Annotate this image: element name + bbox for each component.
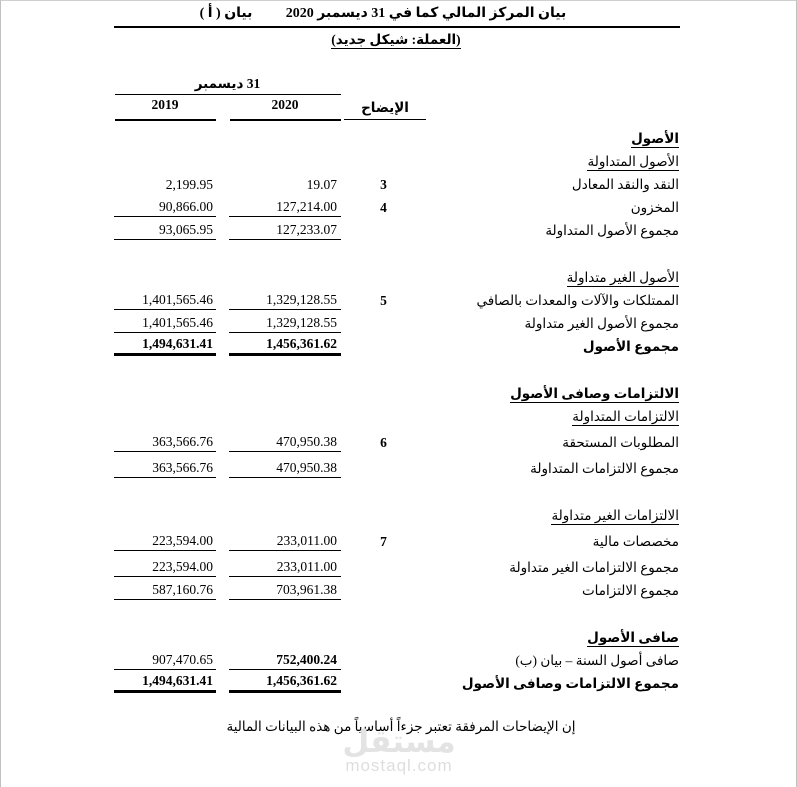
date-header-divider — [115, 94, 341, 95]
value-2019: 223,594.00 — [114, 531, 216, 551]
table-row — [1, 403, 797, 426]
table-row — [1, 264, 797, 287]
row-label: مجموع الأصول الغير متداولة — [524, 316, 679, 331]
row-label: الممتلكات والآلات والمعدات بالصافي — [476, 293, 679, 308]
row-label: مجموع الالتزامات — [581, 583, 679, 598]
row-label: مخصصات مالية — [592, 534, 679, 549]
table-row — [1, 148, 797, 171]
table-row — [1, 287, 797, 310]
value-2019: 1,494,631.41 — [114, 671, 216, 693]
value-2020: 703,961.38 — [229, 580, 341, 600]
row-label: مجموع الأصول المتداولة — [545, 223, 679, 238]
column-header-notes: الإيضاح — [344, 100, 426, 120]
column-header-2020: 2020 — [271, 97, 299, 112]
value-2019: 2,199.95 — [165, 177, 213, 192]
value-2020: 1,329,128.55 — [229, 290, 341, 310]
value-2020: 233,011.00 — [229, 531, 341, 551]
value-2020: 127,214.00 — [229, 197, 341, 217]
table-row — [1, 310, 797, 333]
table-row — [1, 502, 797, 525]
table-row — [1, 647, 797, 670]
table-row — [1, 380, 797, 403]
value-2019: 587,160.76 — [114, 580, 216, 600]
table-row — [1, 333, 797, 356]
table-row — [1, 670, 797, 693]
table-row — [1, 624, 797, 647]
value-2020: 470,950.38 — [229, 432, 341, 452]
row-label: المطلوبات المستحقة — [562, 435, 679, 450]
value-2020: 233,011.00 — [229, 557, 341, 577]
section-heading: صافى الأصول — [587, 630, 679, 645]
value-2020: 752,400.24 — [229, 650, 341, 670]
row-label: المخزون — [630, 200, 679, 215]
row-label: صافى أصول السنة – بيان (ب) — [515, 653, 679, 668]
table-row — [1, 429, 797, 452]
watermark-logo: مستقل — [342, 724, 456, 760]
subsection-heading: الأصول المتداولة — [587, 154, 679, 169]
notes-disclaimer: إن الإيضاحات المرفقة تعتبر جزءاً أساسياً من هذه البيانات المالية — [226, 719, 576, 734]
row-label: مجموع الالتزامات الغير متداولة — [509, 560, 679, 575]
table-row — [1, 455, 797, 478]
header-divider — [114, 26, 680, 28]
value-2019: 223,594.00 — [114, 557, 216, 577]
value-2020: 470,950.38 — [229, 458, 341, 478]
table-row — [1, 528, 797, 551]
value-2019: 363,566.76 — [114, 432, 216, 452]
value-2020: 1,456,361.62 — [229, 334, 341, 356]
currency-note: (العملة: شيكل جديد) — [331, 32, 461, 47]
page-title: بيان المركز المالي كما في 31 ديسمبر 2020 — [285, 6, 567, 21]
value-2019: 90,866.00 — [114, 197, 216, 217]
value-2019: 1,401,565.46 — [114, 313, 216, 333]
row-label: مجموع الالتزامات المتداولة — [530, 461, 679, 476]
row-label: مجموع الالتزامات وصافى الأصول — [461, 676, 679, 691]
column-header-2019: 2019 — [151, 97, 179, 112]
col-2020-divider — [230, 119, 341, 121]
table-row — [1, 194, 797, 217]
table-row — [1, 217, 797, 240]
statement-reference: بيان ( أ ) — [199, 6, 253, 21]
note-ref: 3 — [380, 177, 387, 192]
subsection-heading: الأصول الغير متداولة — [566, 270, 679, 285]
section-heading: الأصول — [631, 131, 679, 146]
value-2020: 1,329,128.55 — [229, 313, 341, 333]
note-ref: 7 — [380, 534, 387, 549]
value-2020: 19.07 — [306, 177, 337, 192]
table-row — [1, 577, 797, 600]
value-2019: 93,065.95 — [114, 220, 216, 240]
note-ref: 6 — [380, 435, 387, 450]
value-2019: 363,566.76 — [114, 458, 216, 478]
column-header-date: 31 ديسمبر — [194, 76, 261, 91]
note-ref: 5 — [380, 293, 387, 308]
value-2019: 1,401,565.46 — [114, 290, 216, 310]
statement-table — [1, 125, 797, 693]
row-label: مجموع الأصول — [582, 339, 679, 354]
row-label: النقد والنقد المعادل — [571, 177, 679, 192]
table-row — [1, 125, 797, 148]
value-2020: 127,233.07 — [229, 220, 341, 240]
table-row — [1, 171, 797, 194]
value-2020: 1,456,361.62 — [229, 671, 341, 693]
subsection-heading: الالتزامات الغير متداولة — [551, 508, 679, 523]
section-heading: الالتزامات وصافى الأصول — [510, 386, 679, 401]
value-2019: 907,470.65 — [114, 650, 216, 670]
subsection-heading: الالتزامات المتداولة — [572, 409, 679, 424]
value-2019: 1,494,631.41 — [114, 334, 216, 356]
note-ref: 4 — [380, 200, 387, 215]
col-2019-divider — [115, 119, 216, 121]
watermark-domain: mostaql.com — [345, 756, 453, 775]
table-row — [1, 554, 797, 577]
